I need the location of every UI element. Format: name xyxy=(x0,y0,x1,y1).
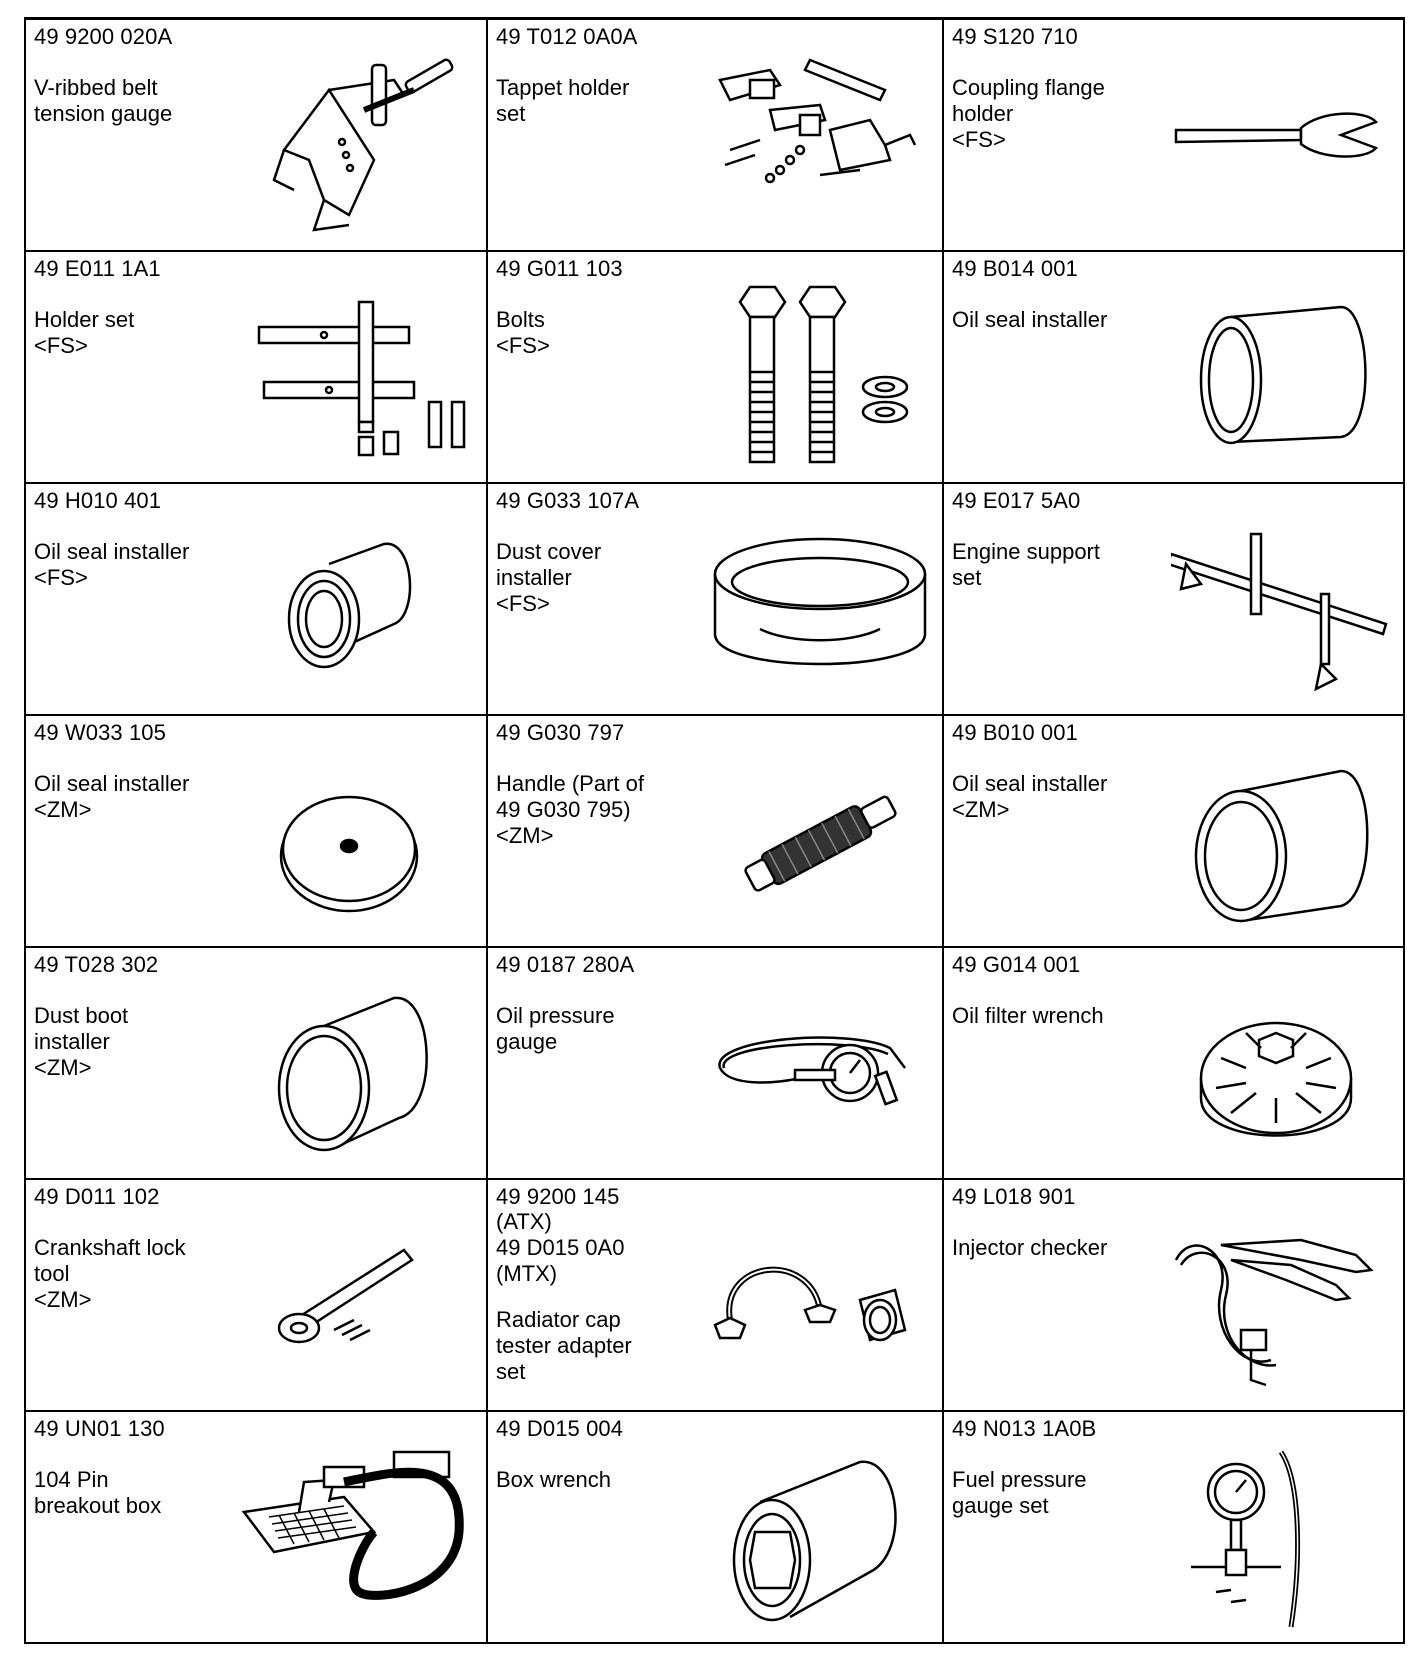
tool-cell xyxy=(487,251,943,483)
tool-description: Fuel pressure gauge set xyxy=(952,1467,1087,1518)
tool-cell xyxy=(943,1411,1404,1643)
part-number: 49 T028 302 xyxy=(34,952,159,977)
tool-description: Oil filter wrench xyxy=(952,1003,1104,1028)
part-number: 49 B010 001 xyxy=(952,720,1078,745)
part-number: 49 S120 710 xyxy=(952,24,1078,49)
engine-support-set-icon xyxy=(1171,514,1391,704)
injector-checker-icon xyxy=(1171,1210,1391,1400)
tool-cell xyxy=(943,19,1404,252)
tool-description: Coupling flange holder <FS> xyxy=(952,75,1105,152)
part-number: 49 L018 901 xyxy=(952,1184,1076,1209)
breakout-box-icon xyxy=(234,1442,474,1632)
tool-cell xyxy=(943,251,1404,483)
part-number: 49 UN01 130 xyxy=(34,1416,165,1441)
tool-cell xyxy=(943,715,1404,947)
tool-cell xyxy=(25,1179,487,1411)
tool-description: Crankshaft lock tool <ZM> xyxy=(34,1235,186,1312)
tool-cell xyxy=(943,1179,1404,1411)
tool-cell xyxy=(487,715,943,947)
radiator-cap-adapter-icon xyxy=(710,1210,930,1400)
tool-cell xyxy=(25,19,487,252)
part-number: 49 H010 401 xyxy=(34,488,162,513)
dust-cover-installer-icon xyxy=(710,514,930,704)
transmission-variants: (ATX) 49 D015 0A0 (MTX) xyxy=(496,1209,625,1286)
tool-description: 104 Pin breakout box xyxy=(34,1467,162,1518)
tool-description: Dust cover installer <FS> xyxy=(496,539,602,616)
tool-cell xyxy=(487,947,943,1179)
tool-description: Oil seal installer <ZM> xyxy=(34,771,190,822)
tool-cell xyxy=(943,947,1404,1179)
tool-description: Tappet holder set xyxy=(496,75,630,126)
table-row xyxy=(25,483,1404,715)
tool-description: V-ribbed belt tension gauge xyxy=(34,75,173,126)
part-number: 49 E017 5A0 xyxy=(952,488,1081,513)
tool-cell xyxy=(487,1179,943,1411)
tool-description: Engine support set xyxy=(952,539,1100,590)
dust-boot-installer-icon xyxy=(254,978,474,1168)
part-number: 49 G014 001 xyxy=(952,952,1081,977)
crankshaft-lock-tool-icon xyxy=(254,1210,474,1400)
box-wrench-icon xyxy=(710,1442,930,1632)
cylinder-oil-seal-installer-icon xyxy=(1171,746,1391,936)
part-number: 49 N013 1A0B xyxy=(952,1416,1097,1441)
tool-description: Oil pressure gauge xyxy=(496,1003,615,1054)
handle-icon xyxy=(710,746,930,936)
part-number: 49 D011 102 xyxy=(34,1184,160,1209)
tool-description: Box wrench xyxy=(496,1467,611,1492)
tool-cell xyxy=(25,251,487,483)
part-number: 49 B014 001 xyxy=(952,256,1078,281)
part-number: 49 W033 105 xyxy=(34,720,166,745)
part-number: 49 G030 797 xyxy=(496,720,625,745)
tappet-holder-set-icon xyxy=(710,50,930,240)
tool-description: Handle (Part of 49 G030 795) <ZM> xyxy=(496,771,644,848)
tool-cell xyxy=(25,947,487,1179)
tool-description: Oil seal installer xyxy=(952,307,1108,332)
tool-cell xyxy=(25,715,487,947)
tool-description: Holder set <FS> xyxy=(34,307,135,358)
tool-cell xyxy=(487,19,943,252)
coupling-flange-holder-icon xyxy=(1171,50,1391,240)
flanged-oil-seal-installer-icon xyxy=(254,514,474,704)
disc-oil-seal-installer-icon xyxy=(254,746,474,936)
part-number: 49 T012 0A0A xyxy=(496,24,638,49)
tool-description: Injector checker xyxy=(952,1235,1108,1260)
tool-description: Radiator cap tester adapter set xyxy=(496,1307,632,1384)
part-number: 49 G033 107A xyxy=(496,488,640,513)
table-row xyxy=(25,1179,1404,1411)
part-number: 49 9200 020A xyxy=(34,24,173,49)
fuel-pressure-gauge-icon xyxy=(1171,1442,1391,1632)
tool-cell xyxy=(943,483,1404,715)
oil-filter-wrench-icon xyxy=(1171,978,1391,1168)
tool-description: Oil seal installer <ZM> xyxy=(952,771,1108,822)
table-row xyxy=(25,251,1404,483)
tool-cell xyxy=(487,1411,943,1643)
table-row xyxy=(25,947,1404,1179)
table-row xyxy=(25,1411,1404,1643)
bolts-icon xyxy=(710,282,930,472)
part-number: 49 9200 145 xyxy=(496,1184,620,1209)
tool-cell xyxy=(25,1411,487,1643)
part-number: 49 E011 1A1 xyxy=(34,256,161,281)
special-tools-table xyxy=(24,17,1405,1644)
holder-set-icon xyxy=(254,282,474,472)
part-number: 49 D015 004 xyxy=(496,1416,624,1441)
oil-seal-installer-icon xyxy=(1171,282,1391,472)
table-row xyxy=(25,19,1404,252)
oil-pressure-gauge-icon xyxy=(710,978,930,1168)
tool-description: Bolts <FS> xyxy=(496,307,550,358)
tool-description: Oil seal installer <FS> xyxy=(34,539,190,590)
part-number: 49 0187 280A xyxy=(496,952,635,977)
tool-description: Dust boot installer <ZM> xyxy=(34,1003,129,1080)
part-number: 49 G011 103 xyxy=(496,256,623,281)
tool-cell xyxy=(25,483,487,715)
tool-cell xyxy=(487,483,943,715)
table-row xyxy=(25,715,1404,947)
belt-tension-gauge-icon xyxy=(254,50,474,240)
